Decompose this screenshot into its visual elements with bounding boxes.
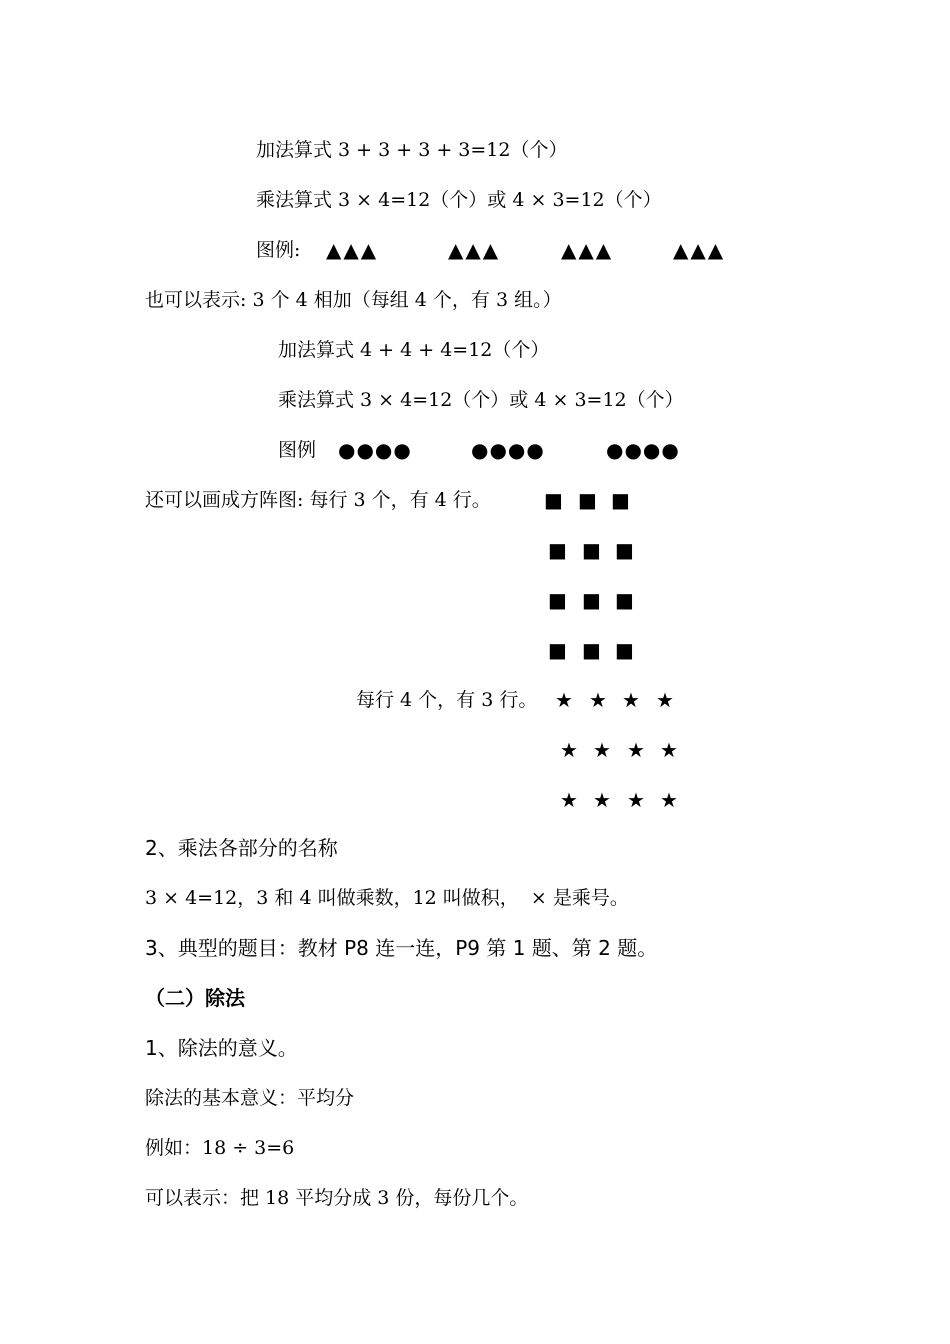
section2-title: 2、乘法各部分的名称 — [145, 836, 338, 860]
star-mark: ★ — [555, 688, 573, 712]
square-mark: ■ — [582, 538, 601, 562]
square-mark: ■ — [548, 538, 567, 562]
square-mark: ■ — [544, 488, 563, 512]
section3-title: 3、典型的题目：教材 P8 连一连，P9 第 1 题、第 2 题。 — [145, 936, 658, 960]
division-explain: 可以表示：把 18 平均分成 3 份，每份几个。 — [145, 1187, 529, 1209]
circle-group-3: ●●●● — [606, 438, 680, 462]
star-mark: ★ — [627, 738, 645, 762]
circle-group-2: ●●●● — [471, 438, 545, 462]
square-mark: ■ — [548, 588, 567, 612]
legend-label: 图例: — [256, 239, 301, 261]
star-mark: ★ — [622, 688, 640, 712]
circle-group-1: ●●●● — [338, 438, 412, 462]
square-mark: ■ — [615, 588, 634, 612]
mult-formula-line: 乘法算式 3 × 4=12（个）或 4 × 3=12（个） — [256, 189, 662, 211]
division-meaning-title: 1、除法的意义。 — [145, 1036, 298, 1060]
star-mark: ★ — [560, 788, 578, 812]
add-formula-line: 加法算式 3 + 3 + 3 + 3=12（个） — [256, 139, 568, 161]
star-mark: ★ — [660, 738, 678, 762]
section2-text: 3 × 4=12，3 和 4 叫做乘数，12 叫做积， × 是乘号。 — [145, 887, 629, 909]
square-mark: ■ — [582, 638, 601, 662]
triangle-group-3: ▲▲▲ — [561, 238, 614, 262]
star-mark: ★ — [627, 788, 645, 812]
division-heading: （二）除法 — [145, 986, 245, 1010]
square-mark: ■ — [611, 488, 630, 512]
star-mark: ★ — [560, 738, 578, 762]
star-mark: ★ — [589, 688, 607, 712]
legend-label-2: 图例 — [278, 439, 317, 461]
triangle-group-4: ▲▲▲ — [673, 238, 726, 262]
star-mark: ★ — [593, 788, 611, 812]
add-formula-line-2: 加法算式 4 + 4 + 4=12（个） — [278, 339, 550, 361]
alt-intro-line: 也可以表示: 3 个 4 相加（每组 4 个，有 3 组。） — [145, 289, 562, 311]
array-intro-line: 还可以画成方阵图: 每行 3 个，有 4 行。 — [145, 489, 491, 511]
star-mark: ★ — [660, 788, 678, 812]
square-mark: ■ — [578, 488, 597, 512]
triangle-group-2: ▲▲▲ — [448, 238, 501, 262]
division-basic-meaning: 除法的基本意义：平均分 — [145, 1087, 355, 1109]
division-example: 例如：18 ÷ 3=6 — [145, 1137, 295, 1159]
star-intro-line: 每行 4 个，有 3 行。 — [356, 689, 538, 711]
mult-formula-line-2: 乘法算式 3 × 4=12（个）或 4 × 3=12（个） — [278, 389, 684, 411]
triangle-group-1: ▲▲▲ — [326, 238, 379, 262]
square-mark: ■ — [615, 638, 634, 662]
star-mark: ★ — [593, 738, 611, 762]
square-mark: ■ — [548, 638, 567, 662]
star-mark: ★ — [656, 688, 674, 712]
square-mark: ■ — [582, 588, 601, 612]
square-mark: ■ — [615, 538, 634, 562]
